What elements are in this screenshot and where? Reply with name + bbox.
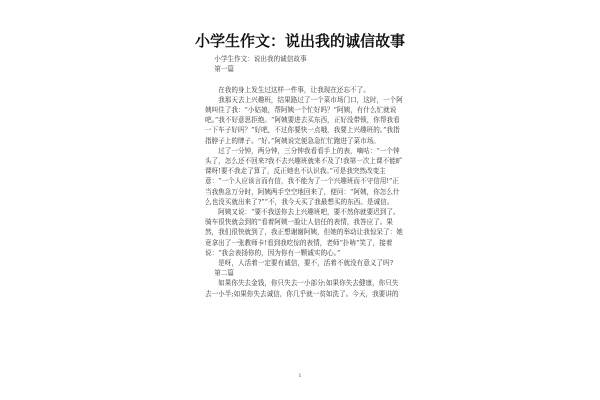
paragraph: 是呀，人活着一定要有诚信，要不，活着不就没有意义了吗?	[205, 259, 394, 268]
paragraph: 如果你失去金钱，你只失去一小部分;如果你失去健康，你只失去一小半;如果你失去诚信，你几乎就一贫如洗了。今天，我要讲的	[205, 279, 399, 298]
paragraph: 在我的身上发生过这样一件事，让我现在还忘不了。	[205, 85, 370, 94]
paragraph: 阿姨又说：“要不我送你去上兴趣班吧，要不然你就要迟到了。骑车很快就会到的”看着阿姨一脸让人信任的表情，我答应了。果然，我们很快就到了，我正想谢谢阿姨，但她的举动让我惊呆了：她竟拿出了一张教师卡!看到我吃惊的表情，老师“扑哧”笑了，接着说：“我会表扬你的，因为你有一颗诚实的心。”	[205, 208, 403, 257]
document-subtitle: 小学生作文：说出我的诚信故事	[214, 55, 307, 63]
paragraph: 我那天去上兴趣班，结果路过了一个菜市场门口，这时，一个阿姨叫住了我：“小姑娘，帮阿姨一个忙好吗？”阿姨，有什么忙就说吧。”我不好意思拒绝。“阿姨要进去买东西，正好没带锁，你帮我看一下车子好吗？”好吧，不过你要快一点哦，我要上兴趣班的。”我指指脖子上的牌子。“好。”阿姨说完便急急忙忙跑进了菜市场。	[205, 95, 403, 145]
section-heading-1: 第一篇	[214, 65, 235, 74]
spacer	[205, 74, 405, 84]
document-body	[205, 54, 405, 299]
page-number: 1	[298, 373, 302, 379]
section-heading-2: 第二篇	[214, 269, 235, 278]
document-title: 小学生作文：说出我的诚信故事	[194, 32, 405, 50]
paragraph: 过了一分钟，两分钟，三分钟我看看手上的表，嘀咕：“一个钟头了，怎么还不回来?我不去兴趣班就来不及了!我第一次上课不能旷课呀!要不我走了算了，反正她也不认识我。”可是我突然改变主意：“一个人应该言而有信，我不能为了一个兴趣班而不守信用!”正当我焦急万分时，阿姨两手空空地回来了，便问：“阿姨，你怎么什么也没买就出来了?”“不，我今天买了我最想买的东西。是诚信。	[205, 146, 403, 206]
